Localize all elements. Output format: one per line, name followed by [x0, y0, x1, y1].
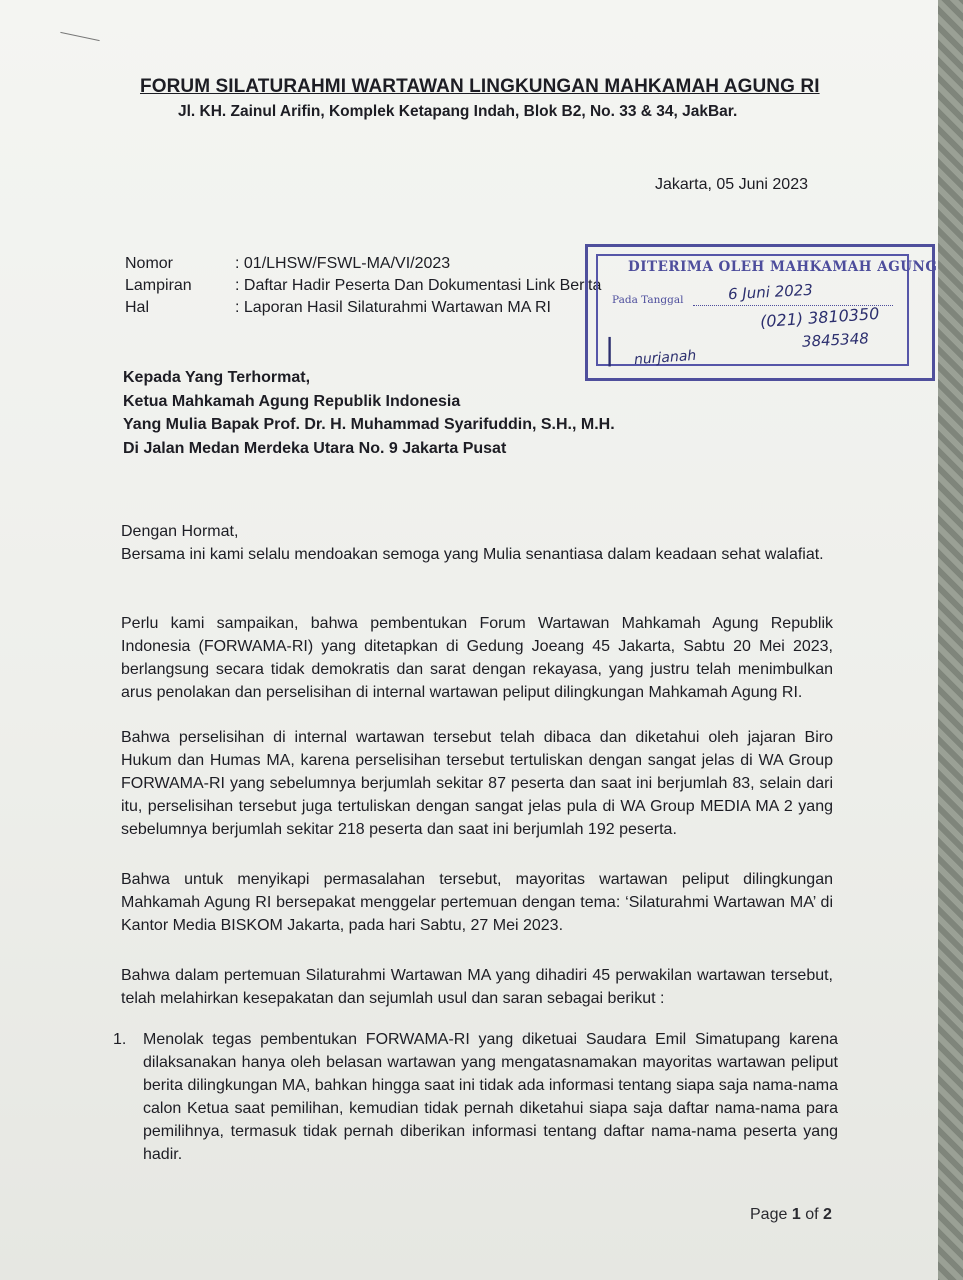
letterhead-title: FORUM SILATURAHMI WARTAWAN LINGKUNGAN MAHKAMAH AGUNG RI: [140, 76, 820, 97]
stamp-title: DITERIMA OLEH MAHKAMAH AGUNG: [628, 259, 938, 275]
list-number: 1.: [113, 1031, 127, 1048]
meta-label: Hal: [125, 299, 150, 316]
meta-value: : Daftar Hadir Peserta Dan Dokumentasi Link Berita: [235, 277, 602, 294]
meta-label: Nomor: [125, 255, 174, 272]
paragraph-3: Bahwa perselisihan di internal wartawan tersebut telah dibaca dan diketahui oleh jajaran Biro Hukum dan Humas MA, karena perselisihan tersebut tertuliskan dengan sangat jelas di WA Group FORWAMA-RI yang sebelumnya berjumlah sekitar 87 peserta dan saat ini berjumlah 83, selain dari itu, perselisihan tersebut juga tertuliskan dengan sangat jelas pula di WA Group MEDIA MA 2 yang sebelumnya berjumlah sekitar 218 peserta dan saat ini berjumlah 192 peserta.: [121, 729, 833, 838]
meta-value: : Laporan Hasil Silaturahmi Wartawan MA RI: [235, 299, 551, 316]
stamp-phone-1: (021) 3810350: [759, 303, 880, 332]
signature-mark: ∣: [602, 333, 617, 368]
recipient-line: Di Jalan Medan Merdeka Utara No. 9 Jakarta Pusat: [123, 439, 507, 457]
meta-value: : 01/LHSW/FSWL-MA/VI/2023: [235, 255, 451, 272]
stamp-phone-2: 3845348: [801, 329, 870, 351]
letter-date: Jakarta, 05 Juni 2023: [655, 176, 808, 193]
recipient-block: [123, 366, 615, 460]
letterhead-address: Jl. KH. Zainul Arifin, Komplek Ketapang Indah, Blok B2, No. 33 & 34, JakBar.: [178, 103, 738, 120]
paragraph-1: Bersama ini kami selalu mendoakan semoga yang Mulia senantiasa dalam keadaan sehat walafiat.: [121, 546, 824, 563]
meta-row-hal: [125, 297, 601, 319]
stamp-date-label: Pada Tanggal: [612, 294, 684, 306]
recipient-line: Kepada Yang Terhormat,: [123, 369, 311, 386]
page-of-word: of: [805, 1206, 819, 1223]
page-word: Page: [750, 1206, 788, 1223]
page-number: [750, 1206, 832, 1224]
meta-row-lampiran: [125, 275, 601, 297]
paragraph-2: Perlu kami sampaikan, bahwa pembentukan Forum Wartawan Mahkamah Agung Republik Indonesia (FORWAMA-RI) yang ditetapkan di Gedung Joeang 45 Jakarta, Sabtu 20 Mei 2023, berlangsung secara tidak demokratis dan sarat dengan rekayasa, yang justru telah menimbulkan arus penolakan dan perselisihan di internal wartawan peliput dilingkungan Mahkamah Agung RI.: [121, 615, 833, 701]
letter-meta: [125, 253, 601, 319]
stamp-signature-name: nurjanah: [633, 347, 697, 369]
recipient-line: Ketua Mahkamah Agung Republik Indonesia: [123, 392, 461, 410]
recipient-line: Yang Mulia Bapak Prof. Dr. H. Muhammad Syarifuddin, S.H., M.H.: [123, 416, 615, 433]
page-current: 1: [791, 1206, 801, 1223]
list-item: [113, 1028, 838, 1166]
list-text: Menolak tegas pembentukan FORWAMA-RI yang diketuai Saudara Emil Simatupang karena dilaksanakan hanya oleh belasan wartawan yang mengatasnamakan mayoritas wartawan peliput berita dilingkungan MA, bahkan hingga saat ini tidak ada informasi tentang siapa saja nama-nama calon Ketua saat pemilihan, kemudian tidak pernah diketahui siapa saja daftar nama-nama para pemilihnya, termasuk tidak pernah diberikan informasi tentang daftar nama-nama peserta yang hadir.: [143, 1031, 838, 1163]
pencil-mark: [60, 32, 99, 41]
greeting: Dengan Hormat,: [121, 523, 239, 540]
meta-row-nomor: [125, 253, 601, 275]
meta-label: Lampiran: [125, 277, 192, 294]
page-total: 2: [822, 1206, 832, 1223]
stamp-handwritten-date: 6 Juni 2023: [727, 280, 814, 304]
paragraph-5: Bahwa dalam pertemuan Silaturahmi Wartawan MA yang dihadiri 45 perwakilan wartawan tersebut, telah melahirkan kesepakatan dan sejumlah usul dan saran sebagai berikut :: [121, 967, 833, 1007]
paragraph-4: Bahwa untuk menyikapi permasalahan tersebut, mayoritas wartawan peliput dilingkungan Mahkamah Agung RI bersepakat menggelar pertemuan dengan tema: ‘Silaturahmi Wartawan MA’ di Kantor Media BISKOM Jakarta, pada hari Sabtu, 27 Mei 2023.: [121, 871, 833, 934]
